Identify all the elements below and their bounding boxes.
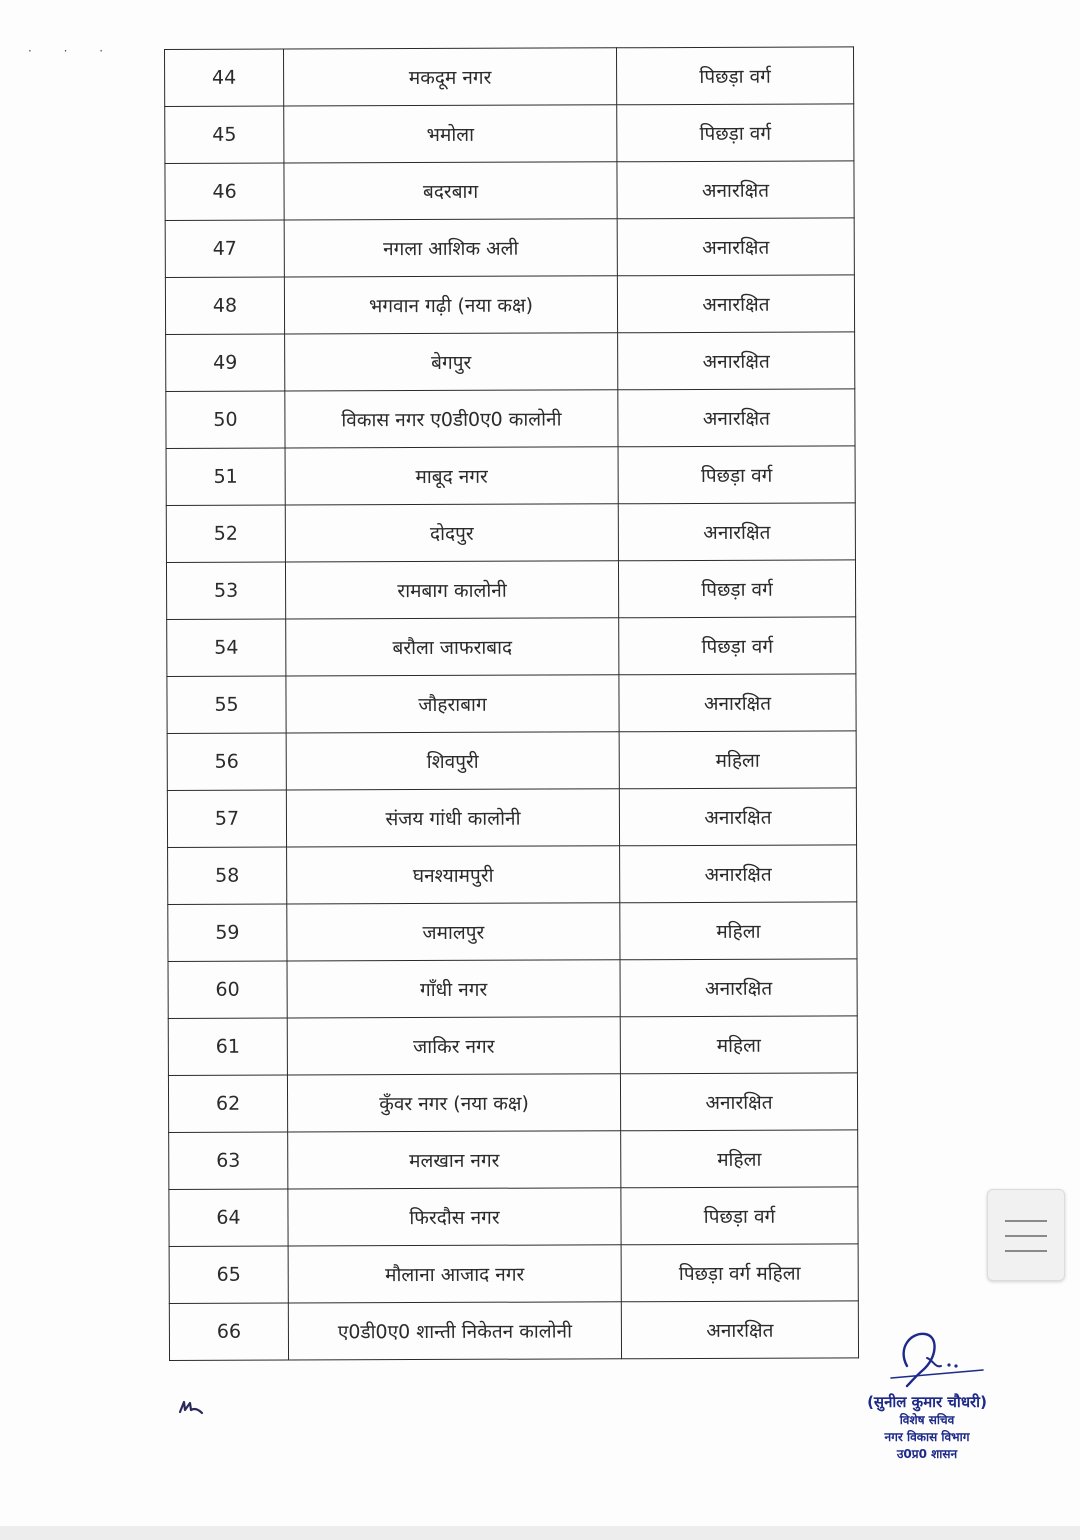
reservation-category-cell: महिला (619, 731, 856, 789)
ward-name-cell: बरौला जाफराबाद (286, 618, 619, 676)
ward-number-cell: 52 (166, 505, 285, 562)
reservation-category-cell: पिछड़ा वर्ग महिला (621, 1244, 858, 1302)
ward-number-cell: 49 (166, 334, 285, 391)
table-row (167, 731, 856, 791)
reservation-category-cell: महिला (621, 1130, 858, 1188)
ward-name-cell: बदरबाग (284, 162, 617, 220)
ward-number-cell: 57 (167, 790, 286, 847)
table-row (168, 959, 857, 1019)
reservation-category-cell: पिछड़ा वर्ग (621, 1187, 858, 1245)
table-row (168, 845, 857, 905)
ward-name-cell: मकदूम नगर (284, 48, 617, 106)
ward-name-cell: संजय गांधी कालोनी (286, 789, 619, 847)
table-row (167, 674, 856, 734)
table-row (168, 1073, 857, 1133)
reservation-category-cell: अनारक्षित (617, 218, 854, 276)
reservation-category-cell: अनारक्षित (620, 845, 857, 903)
page-bottom-edge (0, 1526, 1080, 1540)
ward-number-cell: 58 (168, 847, 287, 904)
reservation-category-cell: अनारक्षित (618, 332, 855, 390)
table-row (166, 560, 855, 620)
ward-number-cell: 47 (165, 220, 284, 277)
ward-number-cell: 51 (166, 448, 285, 505)
table-row (165, 47, 854, 107)
table-row (167, 617, 856, 677)
ward-name-cell: बेगपुर (285, 333, 618, 391)
ward-number-cell: 55 (167, 676, 286, 733)
table-row (169, 1301, 858, 1361)
ward-name-cell: भमोला (284, 105, 617, 163)
ward-number-cell: 60 (168, 961, 287, 1018)
table-row (167, 788, 856, 848)
ward-number-cell: 56 (167, 733, 286, 790)
ward-name-cell: दोदपुर (285, 504, 618, 562)
ward-number-cell: 46 (165, 163, 284, 220)
ward-name-cell: रामबाग कालोनी (285, 561, 618, 619)
reservation-category-cell: पिछड़ा वर्ग (617, 104, 854, 162)
ward-name-cell: भगवान गढ़ी (नया कक्ष) (284, 276, 617, 334)
ward-number-cell: 45 (165, 106, 284, 163)
ward-reservation-table (164, 46, 859, 1361)
reservation-category-cell: अनारक्षित (618, 503, 855, 561)
ward-number-cell: 50 (166, 391, 285, 448)
ward-name-cell: ए0डी0ए0 शान्ती निकेतन कालोनी (288, 1302, 621, 1360)
reservation-category-cell: पिछड़ा वर्ग (618, 446, 855, 504)
ward-name-cell: गाँधी नगर (287, 960, 620, 1018)
reservation-category-cell: पिछड़ा वर्ग (619, 617, 856, 675)
initial-mark (178, 1398, 204, 1420)
ward-number-cell: 44 (165, 49, 284, 106)
table-row (168, 1016, 857, 1076)
table-row (166, 503, 855, 563)
menu-button[interactable] (987, 1189, 1065, 1281)
signature-scribble (867, 1328, 987, 1390)
ward-name-cell: शिवपुरी (286, 732, 619, 790)
table-row (166, 446, 855, 506)
table-row (168, 902, 857, 962)
ward-number-cell: 59 (168, 904, 287, 961)
ward-name-cell: मलखान नगर (288, 1131, 621, 1189)
scan-speckles: · · · (28, 44, 118, 58)
ward-number-cell: 61 (168, 1018, 287, 1075)
signatory-department: नगर विकास विभाग (884, 1430, 970, 1444)
ward-number-cell: 54 (167, 619, 286, 676)
table-row (165, 275, 854, 335)
reservation-category-cell: अनारक्षित (617, 161, 854, 219)
signature-block (852, 1328, 1002, 1463)
reservation-category-cell: अनारक्षित (618, 389, 855, 447)
reservation-category-cell: अनारक्षित (617, 275, 854, 333)
reservation-category-cell: अनारक्षित (621, 1301, 858, 1359)
ward-number-cell: 66 (169, 1303, 288, 1360)
reservation-category-cell: पिछड़ा वर्ग (618, 560, 855, 618)
ward-number-cell: 63 (169, 1132, 288, 1189)
ward-name-cell: जाकिर नगर (287, 1017, 620, 1075)
table-row (166, 389, 855, 449)
ward-name-cell: कुँवर नगर (नया कक्ष) (287, 1074, 620, 1132)
table-row (165, 104, 854, 164)
ward-number-cell: 62 (168, 1075, 287, 1132)
reservation-category-cell: महिला (620, 902, 857, 960)
table-row (169, 1244, 858, 1304)
reservation-category-cell: अनारक्षित (620, 1073, 857, 1131)
ward-name-cell: जौहराबाग (286, 675, 619, 733)
ward-number-cell: 48 (165, 277, 284, 334)
ward-name-cell: माबूद नगर (285, 447, 618, 505)
ward-name-cell: विकास नगर ए0डी0ए0 कालोनी (285, 390, 618, 448)
signatory-office: उ0प्र0 शासन (896, 1447, 958, 1461)
ward-number-cell: 65 (169, 1246, 288, 1303)
table-row (169, 1187, 858, 1247)
reservation-category-cell: अनारक्षित (620, 959, 857, 1017)
reservation-category-cell: पिछड़ा वर्ग (616, 47, 853, 105)
table-row (166, 332, 855, 392)
signatory-name: (सुनील कुमार चौधरी) (867, 1393, 987, 1411)
ward-name-cell: फिरदौस नगर (288, 1188, 621, 1246)
table-row (165, 218, 854, 278)
table-row (169, 1130, 858, 1190)
ward-number-cell: 64 (169, 1189, 288, 1246)
reservation-category-cell: अनारक्षित (619, 674, 856, 732)
signatory-designation: विशेष सचिव (899, 1413, 955, 1427)
reservation-category-cell: अनारक्षित (619, 788, 856, 846)
ward-number-cell: 53 (166, 562, 285, 619)
ward-name-cell: जमालपुर (287, 903, 620, 961)
reservation-category-cell: महिला (620, 1016, 857, 1074)
ward-name-cell: नगला आशिक अली (284, 219, 617, 277)
table-row (165, 161, 854, 221)
ward-name-cell: मौलाना आजाद नगर (288, 1245, 621, 1303)
ward-name-cell: घनश्यामपुरी (287, 846, 620, 904)
